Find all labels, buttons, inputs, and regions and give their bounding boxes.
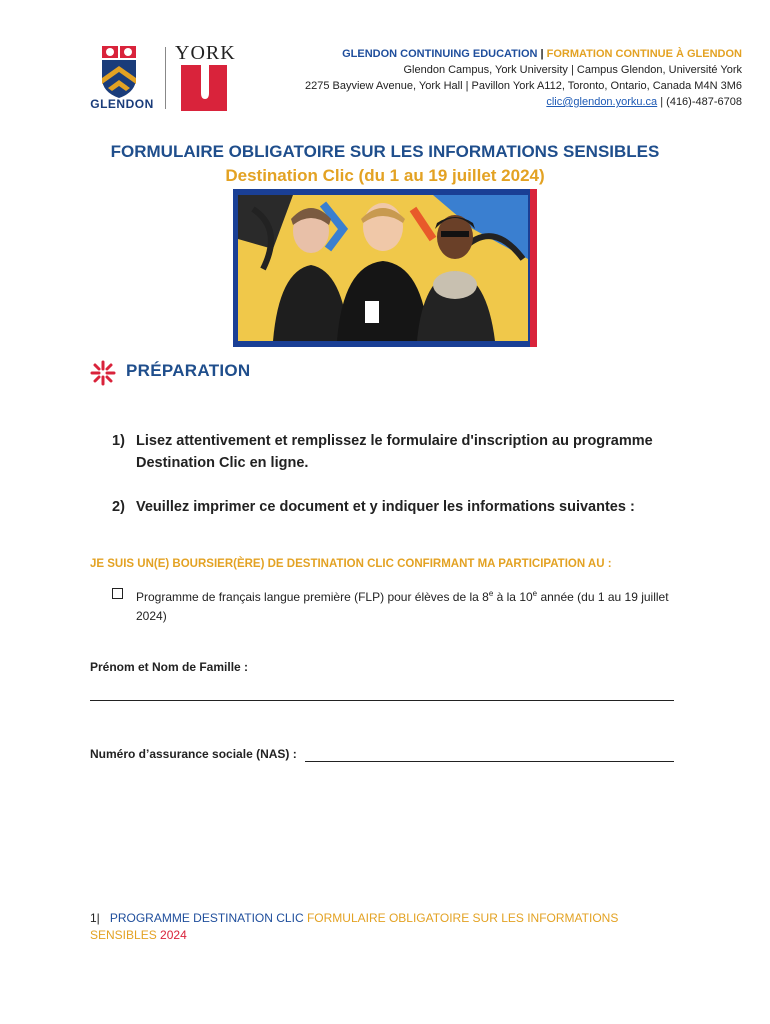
option-sup-b: e <box>532 589 538 598</box>
item-number: 1) <box>112 433 125 449</box>
option-text-a: Programme de français langue première (FLP) pour élèves de la 8 <box>136 590 489 604</box>
glendon-logo-text: GLENDON <box>90 97 154 111</box>
email-link[interactable]: clic@glendon.yorku.ca <box>546 96 658 108</box>
org-separator: | <box>537 48 547 60</box>
document-title: FORMULAIRE OBLIGATOIRE SUR LES INFORMATIONS SENSIBLES <box>110 142 660 161</box>
phone-number: | (416)-487-6708 <box>657 96 742 108</box>
option-sup-a: e <box>488 589 494 598</box>
footer-year: 2024 <box>160 928 187 942</box>
page-number: 1| <box>90 911 100 925</box>
page-footer <box>90 910 650 944</box>
org-english: GLENDON CONTINUING EDUCATION <box>342 48 538 60</box>
item-number: 2) <box>112 499 125 515</box>
name-field[interactable] <box>90 700 674 701</box>
header-org-line <box>342 46 742 62</box>
york-logo-text: YORK <box>175 42 236 64</box>
org-french: FORMATION CONTINUE À GLENDON <box>546 48 742 60</box>
nas-field[interactable] <box>305 761 674 762</box>
option-text-c: année (du 1 au 19 juillet 2024) <box>136 590 669 623</box>
students-photo <box>233 189 537 347</box>
nas-field-label: Numéro d’assurance sociale (NAS) : <box>90 747 297 761</box>
document-subtitle: Destination Clic (du 1 au 19 juillet 2024) <box>225 166 545 185</box>
header-contact <box>546 94 742 110</box>
york-u-logo <box>181 65 227 111</box>
item-text: Lisez attentivement et remplissez le formulaire d'inscription au programme Destination Clic en ligne. <box>136 433 653 471</box>
item-text: Veuillez imprimer ce document et y indiquer les informations suivantes : <box>136 499 635 515</box>
confirm-heading: JE SUIS UN(E) BOURSIER(ÈRE) DE DESTINATION CLIC CONFIRMANT MA PARTICIPATION AU : <box>90 558 612 570</box>
sparkle-icon <box>90 360 116 386</box>
option-text-b: à la 10 <box>493 590 533 604</box>
program-option-label <box>136 584 676 626</box>
footer-form-title: FORMULAIRE OBLIGATOIRE SUR LES INFORMATIONS SENSIBLES <box>90 911 619 942</box>
logo-divider <box>165 47 166 109</box>
header-campus: Glendon Campus, York University | Campus Glendon, Université York <box>403 64 742 76</box>
name-field-label: Prénom et Nom de Famille : <box>90 660 249 674</box>
section-heading: PRÉPARATION <box>126 361 251 380</box>
header-address: 2275 Bayview Avenue, York Hall | Pavillon York A112, Toronto, Ontario, Canada M4N 3M6 <box>304 80 742 92</box>
footer-program: PROGRAMME DESTINATION CLIC <box>109 911 304 925</box>
program-checkbox[interactable] <box>112 588 123 599</box>
